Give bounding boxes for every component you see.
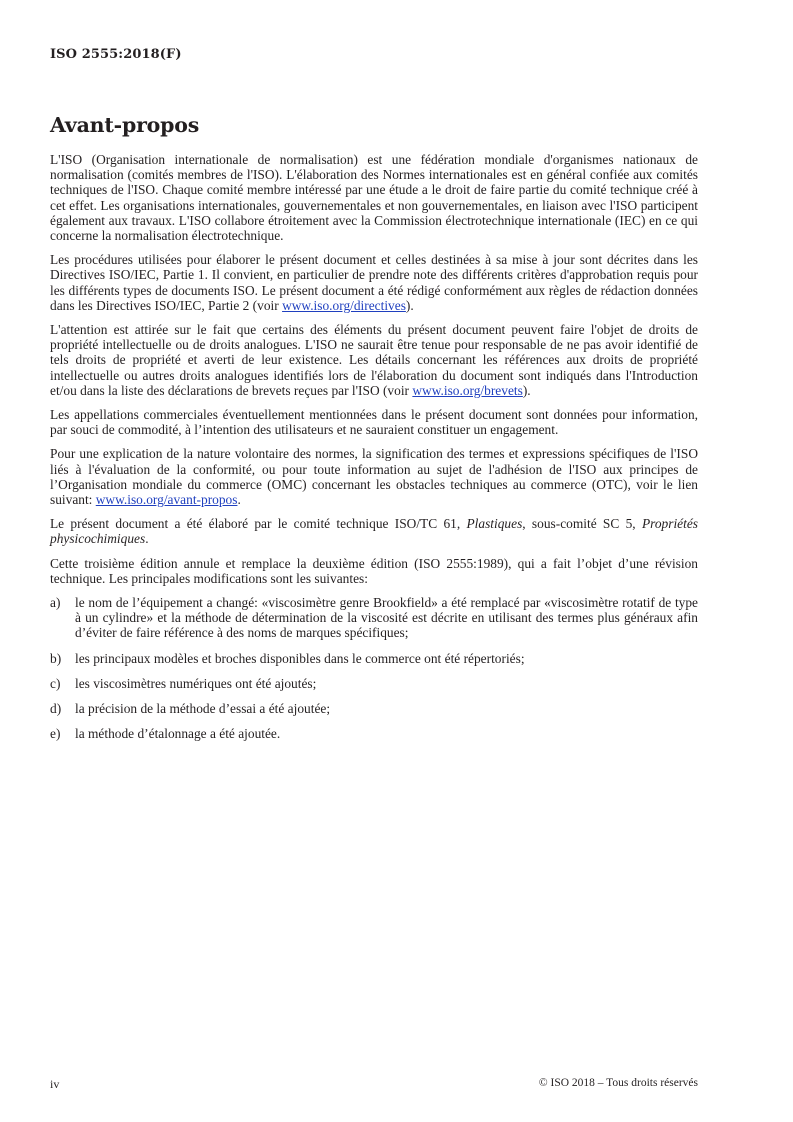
paragraph-committee-text: Le présent document a été élaboré par le comité technique ISO/TC 61, xyxy=(50,516,467,532)
list-item-text: les principaux modèles et broches disponibles dans le commerce ont été répertoriés; xyxy=(75,650,525,666)
paragraph-procedures-end: ). xyxy=(405,297,414,313)
paragraph-voluntary xyxy=(50,446,698,507)
list-item xyxy=(50,726,698,741)
list-item-text: la méthode d’étalonnage a été ajoutée. xyxy=(75,726,281,742)
foreword-body xyxy=(50,152,698,752)
paragraph-voluntary-end: . xyxy=(237,492,241,508)
list-item xyxy=(50,701,698,716)
list-marker: b) xyxy=(50,650,62,666)
list-marker: e) xyxy=(50,726,61,742)
list-marker: a) xyxy=(50,595,61,611)
paragraph-patents-text: L'attention est attirée sur le fait que certains des éléments du présent document peuvent faire l'objet de droits de propriété intellectuelle ou de droits analogues. L'ISO ne saurait être tenue pour responsable de ne pas avoir identifié de tels droits de propriété et averti de leur existence. Les détails concernant les références aux droits de propriété intellectuelle ou autres droits analogues identifiés lors de l'élaboration du document sont indiqués dans l'Introduction et/ou dans la liste des déclarations de brevets reçues par l'ISO (voir xyxy=(50,322,698,398)
list-item-text: les viscosimètres numériques ont été ajoutés; xyxy=(75,675,317,691)
paragraph-patents xyxy=(50,322,698,398)
paragraph-trade-names: Les appellations commerciales éventuellement mentionnées dans le présent document sont données pour information, par souci de commodité, à l’intention des utilisateurs et ne sauraient constituer un engagement. xyxy=(50,407,698,438)
page-title: Avant-propos xyxy=(50,113,200,137)
subcommittee-name: Propriétés physicochimiques xyxy=(50,516,698,547)
paragraph-committee-middle: , sous-comité SC 5, xyxy=(522,516,642,532)
paragraph-committee xyxy=(50,516,698,546)
list-marker: c) xyxy=(50,675,61,691)
avant-propos-link[interactable]: www.iso.org/avant-propos xyxy=(95,492,238,508)
list-item xyxy=(50,676,698,691)
list-item-text: la précision de la méthode d’essai a été ajoutée; xyxy=(75,701,331,717)
paragraph-edition: Cette troisième édition annule et remplace la deuxième édition (ISO 2555:1989), qui a fait l’objet d’une révision technique. Les principales modifications sont les suivantes: xyxy=(50,555,698,586)
paragraph-procedures xyxy=(50,252,698,313)
paragraph-iso-intro: L'ISO (Organisation internationale de normalisation) est une fédération mondiale d'organismes nationaux de normalisation (comités membres de l'ISO). L'élaboration des Normes internationales est en général confiée aux comités techniques de l'ISO. Chaque comité membre intéressé par une étude a le droit de faire partie du comité technique créé à cet effet. Les organisations internationales, gouvernementales et non gouvernementales, en liaison avec l'ISO participent également aux travaux. L'ISO collabore étroitement avec la Commission électrotechnique internationale (IEC) en ce qui concerne la normalisation électrotechnique. xyxy=(50,152,698,244)
brevets-link[interactable]: www.iso.org/brevets xyxy=(412,382,523,398)
list-item xyxy=(50,595,698,641)
list-item-text: le nom de l’équipement a changé: «viscosimètre genre Brookfield» a été remplacé par «viscosimètre rotatif de type à un cylindre» et la méthode de détermination de la viscosité est décrite en utilisant des termes plus généraux afin d’éviter de faire référence à des noms de marques spécifiques; xyxy=(75,595,698,641)
paragraph-committee-end: . xyxy=(145,531,149,547)
changes-list xyxy=(50,595,698,741)
list-item xyxy=(50,651,698,666)
directives-link[interactable]: www.iso.org/directives xyxy=(282,297,406,313)
paragraph-voluntary-text: Pour une explication de la nature volontaire des normes, la signification des termes et expressions spécifiques de l'ISO liés à l'évaluation de la conformité, ou pour toute information au sujet de l'adhésion de l'ISO aux principes de l’Organisation mondiale du commerce (OMC) concernant les obstacles techniques au commerce (OTC), voir le lien suivant: xyxy=(50,446,698,508)
paragraph-procedures-text: Les procédures utilisées pour élaborer le présent document et celles destinées à sa mise à jour sont décrites dans les Directives ISO/IEC, Partie 1. Il convient, en particulier de prendre note des différents critères d'approbation requis pour les différents types de documents ISO. Le présent document a été rédigé conformément aux règles de rédaction données dans les Directives ISO/IEC, Partie 2 (voir xyxy=(50,252,698,313)
page-number: iv xyxy=(50,1077,60,1091)
list-marker: d) xyxy=(50,701,62,717)
committee-name: Plastiques xyxy=(466,516,523,532)
copyright-notice: © ISO 2018 – Tous droits réservés xyxy=(538,1077,698,1089)
document-id: ISO 2555:2018(F) xyxy=(50,47,182,62)
paragraph-patents-end: ). xyxy=(522,382,531,398)
